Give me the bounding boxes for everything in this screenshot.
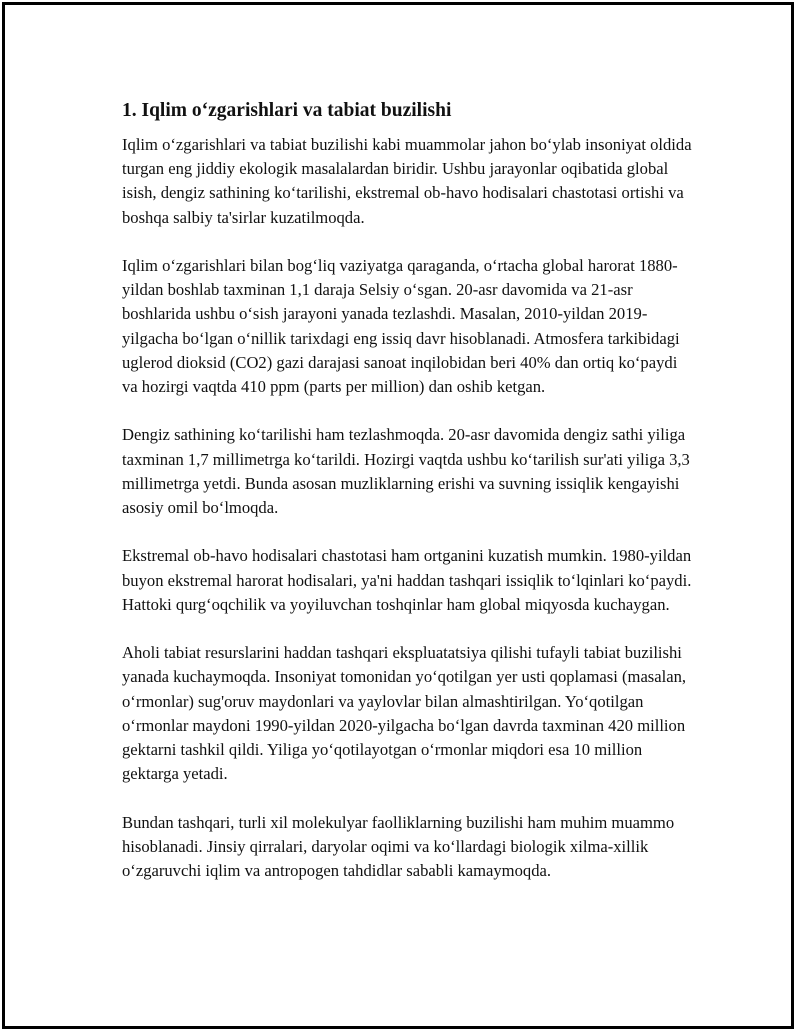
paragraph-3: Dengiz sathining koʻtarilishi ham tezlashmoqda. 20-asr davomida dengiz sathi yiliga taxminan 1,7 millimetrga koʻtarildi. Hozirgi vaqtda ushbu koʻtarilish sur'ati yiliga 3,3 millimetrga yetdi. Bunda asosan muzliklarning erishi va suvning issiqlik kengayishi asosiy omil boʻlmoqda.: [122, 425, 690, 518]
document-body: [122, 97, 692, 907]
page-frame: [2, 2, 794, 1029]
section-heading: 1. Iqlim oʻzgarishlari va tabiat buzilishi: [122, 100, 452, 121]
paragraph-5: Aholi tabiat resurslarini haddan tashqari ekspluatatsiya qilishi tufayli tabiat buzilishi yanada kuchaymoqda. Insoniyat tomonidan yoʻqotilgan yer usti qoplamasi (masalan, oʻrmonlar) sug'oruv maydonlari va yaylovlar bilan almashtirilgan. Yoʻqotilgan oʻrmonlar maydoni 1990-yildan 2020-yilgacha boʻlgan davrda taxminan 420 million gektarni tashkil qildi. Yiliga yoʻqotilayotgan oʻrmonlar miqdori esa 10 million gektarga yetadi.: [122, 643, 687, 784]
paragraph-1: Iqlim oʻzgarishlari va tabiat buzilishi kabi muammolar jahon boʻylab insoniyat oldida turgan eng jiddiy ekologik masalalardan biridir. Ushbu jarayonlar oqibatida global isish, dengiz sathining koʻtarilishi, ekstremal ob-havo hodisalari chastotasi ortishi va boshqa salbiy ta'sirlar kuzatilmoqda.: [122, 135, 692, 227]
paragraph-6: Bundan tashqari, turli xil molekulyar faolliklarning buzilishi ham muhim muammo hisoblanadi. Jinsiy qirralari, daryolar oqimi va koʻllardagi biologik xilma-xillik oʻzgaruvchi iqlim va antropogen tahdidlar sababli kamaymoqda.: [122, 812, 675, 881]
paragraph-4: Ekstremal ob-havo hodisalari chastotasi ham ortganini kuzatish mumkin. 1980-yildan buyon ekstremal harorat hodisalari, ya'ni haddan tashqari issiqlik toʻlqinlari koʻpaydi. Hattoki qurgʻoqchilik va yoyiluvchan toshqinlar ham global miqyosda kuchaygan.: [122, 546, 692, 614]
paragraph-2: Iqlim oʻzgarishlari bilan bogʻliq vaziyatga qaraganda, oʻrtacha global harorat 1880-yildan boshlab taxminan 1,1 daraja Selsiy oʻsgan. 20-asr davomida va 21-asr boshlarida ushbu oʻsish jarayoni yanada tezlashdi. Masalan, 2010-yildan 2019-yilgacha boʻlgan oʻnillik tarixdagi eng issiq davr hisoblanadi. Atmosfera tarkibidagi uglerod dioksid (CO2) gazi darajasi sanoat inqilobidan beri 40% dan ortiq koʻpaydi va hozirgi vaqtda 410 ppm (parts per million) dan oshib ketgan.: [122, 256, 680, 397]
